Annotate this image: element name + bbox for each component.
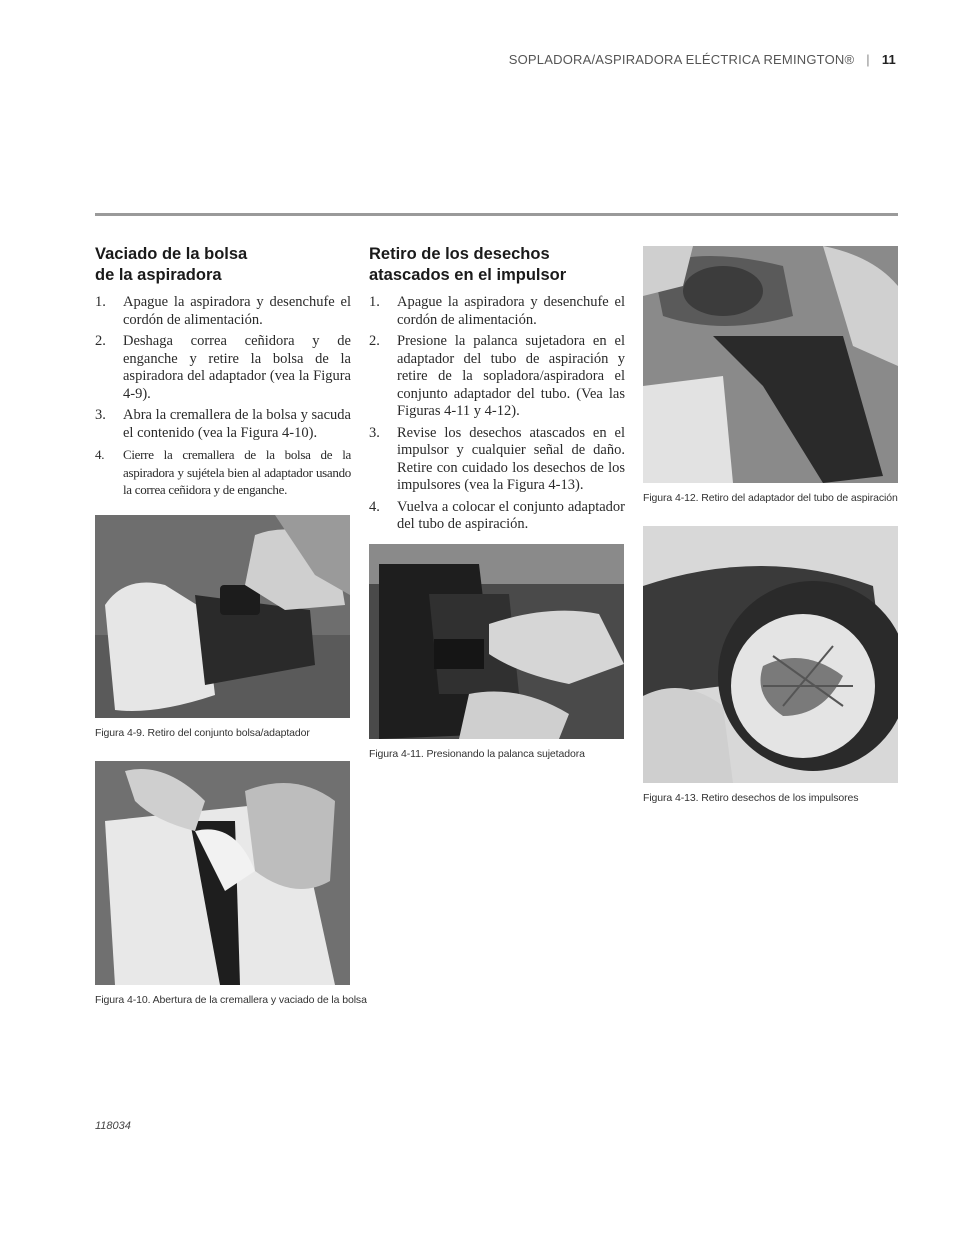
- step-number: 2.: [369, 333, 380, 349]
- column-impeller-debris: [369, 244, 625, 760]
- figure-caption: Figura 4-13. Retiro desechos de los impulsores: [643, 792, 859, 804]
- figure-caption: Figura 4-11. Presionando la palanca sujetadora: [369, 747, 585, 760]
- figure-4-10-photo: [95, 761, 350, 985]
- header-separator: |: [866, 52, 870, 67]
- steps-list-impeller: [369, 294, 625, 534]
- figure-4-12-photo: [643, 246, 898, 483]
- list-item: [95, 294, 351, 329]
- section-divider: [95, 213, 898, 216]
- step-text: Cierre la cremallera de la bolsa de la aspiradora y sujétela bien al adaptador usando la correa ceñidora y de enganche.: [123, 447, 351, 497]
- section-heading-bag: Vaciado de la bolsa de la aspiradora: [95, 245, 248, 284]
- step-text: Vuelva a colocar el conjunto adaptador del tubo de aspiración.: [397, 498, 625, 532]
- steps-list-bag: [95, 294, 351, 499]
- section-heading-impeller: Retiro de los desechos atascados en el impulsor: [369, 245, 567, 284]
- step-number: 2.: [95, 333, 106, 349]
- document-code: 118034: [95, 1120, 131, 1132]
- running-header: [509, 52, 896, 67]
- list-item: [95, 407, 351, 442]
- page-number: 11: [881, 52, 896, 67]
- step-text: Abra la cremallera de la bolsa y sacuda el contenido (vea la Figura 4-10).: [123, 407, 351, 441]
- step-text: Apague la aspiradora y desenchufe el cordón de alimentación.: [123, 294, 351, 328]
- figure-caption: Figura 4-12. Retiro del adaptador del tubo de aspiración: [643, 492, 898, 504]
- figure-4-9-photo: [95, 515, 350, 718]
- header-title: SOPLADORA/ASPIRADORA ELÉCTRICA REMINGTON®: [508, 52, 855, 67]
- list-item: [369, 499, 625, 534]
- figure-caption: Figura 4-10. Abertura de la cremallera y vaciado de la bolsa: [95, 993, 367, 1006]
- step-number: 1.: [369, 294, 380, 310]
- list-item: [369, 333, 625, 421]
- step-number: 3.: [369, 424, 380, 441]
- step-text: Apague la aspiradora y desenchufe el cordón de alimentación.: [397, 294, 625, 328]
- step-number: 3.: [95, 407, 106, 423]
- figure-4-11-photo: [369, 544, 624, 739]
- column-figures: [643, 246, 899, 804]
- step-text: Revise los desechos atascados en el impulsor y cualquier señal de daño. Retire con cuidado los desechos de los impulsores (vea la Figura 4-13).: [397, 424, 625, 493]
- list-item: [95, 333, 351, 403]
- figure-caption: Figura 4-9. Retiro del conjunto bolsa/adaptador: [95, 726, 310, 739]
- figure-4-13-photo: [643, 526, 898, 783]
- step-number: 4.: [95, 447, 105, 462]
- column-bag-emptying: [95, 244, 367, 1006]
- list-item: [369, 425, 625, 495]
- step-text: Deshaga correa ceñidora y de enganche y retire la bolsa de la aspiradora del adaptador (vea la Figura 4-9).: [123, 333, 351, 402]
- list-item: [369, 294, 625, 329]
- step-number: 1.: [95, 294, 106, 310]
- step-number: 4.: [369, 498, 380, 515]
- list-item: [95, 446, 351, 499]
- step-text: Presione la palanca sujetadora en el adaptador del tubo de aspiración y retire de la sopladora/aspiradora el conjunto adaptador del tubo. (Vea las Figuras 4-11 y 4-12).: [397, 333, 625, 419]
